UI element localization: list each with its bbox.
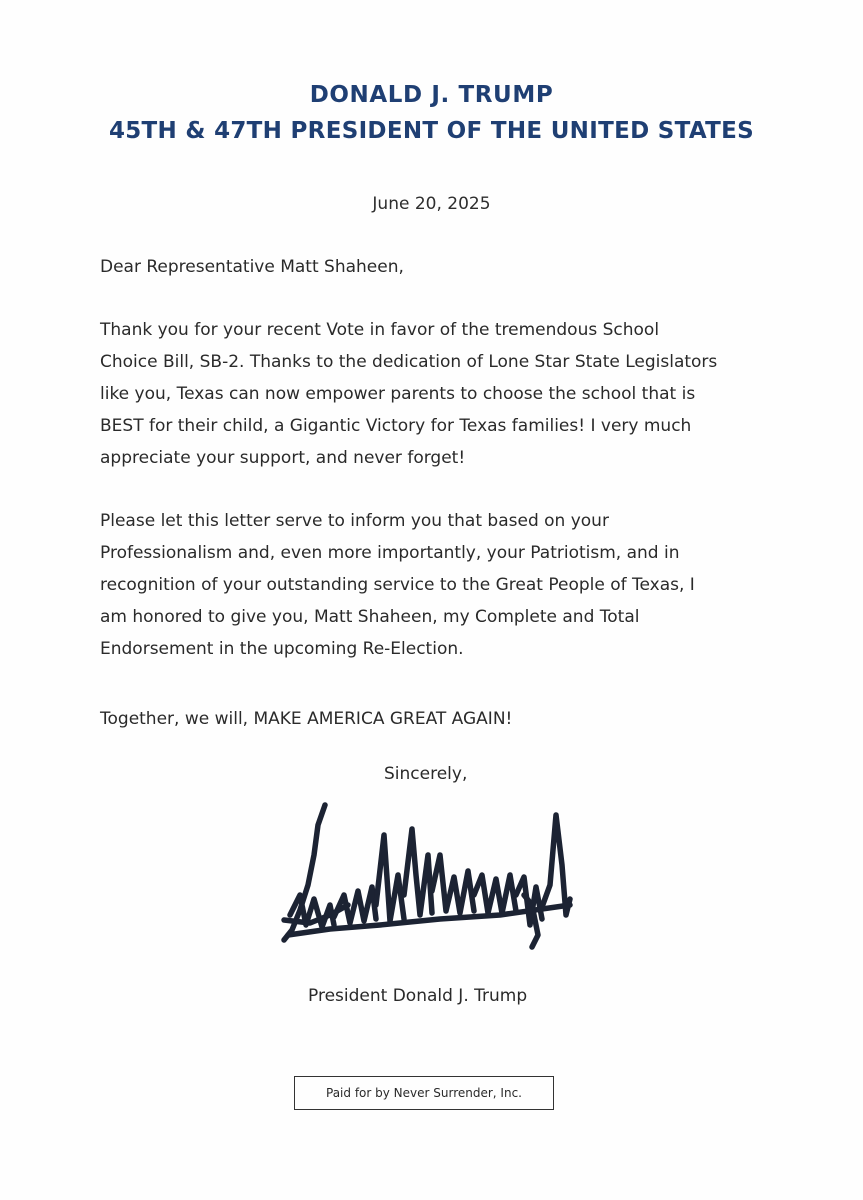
salutation: Dear Representative Matt Shaheen, bbox=[100, 257, 404, 277]
paragraph-1 bbox=[100, 314, 780, 474]
paragraph-line: Endorsement in the upcoming Re-Election. bbox=[100, 639, 464, 659]
paragraph-line: appreciate your support, and never forget! bbox=[100, 448, 466, 468]
paragraph-2 bbox=[100, 505, 780, 665]
paragraph-line: like you, Texas can now empower parents to choose the school that is bbox=[100, 384, 696, 404]
paragraph-line: Professionalism and, even more importantly, your Patriotism, and in bbox=[100, 543, 680, 563]
paragraph-line: recognition of your outstanding service to the Great People of Texas, I bbox=[100, 575, 695, 595]
closing: Sincerely, bbox=[384, 764, 468, 784]
paragraph-line: Thank you for your recent Vote in favor of the tremendous School bbox=[100, 320, 660, 340]
signature-icon bbox=[270, 795, 590, 955]
paragraph-line: Together, we will, MAKE AMERICA GREAT AGAIN! bbox=[100, 709, 513, 729]
letterhead-name: DONALD J. TRUMP bbox=[309, 82, 554, 108]
disclaimer-text: Paid for by Never Surrender, Inc. bbox=[326, 1086, 522, 1100]
letter-date: June 20, 2025 bbox=[372, 194, 491, 214]
paragraph-3 bbox=[100, 703, 780, 735]
paragraph-line: BEST for their child, a Gigantic Victory for Texas families! I very much bbox=[100, 416, 692, 436]
disclaimer-box bbox=[294, 1076, 554, 1110]
letterhead-title: 45TH & 47TH PRESIDENT OF THE UNITED STATES bbox=[108, 118, 755, 144]
paragraph-line: am honored to give you, Matt Shaheen, my Complete and Total bbox=[100, 607, 640, 627]
signer-name: President Donald J. Trump bbox=[308, 986, 528, 1006]
paragraph-line: Choice Bill, SB-2. Thanks to the dedication of Lone Star State Legislators bbox=[100, 352, 718, 372]
paragraph-line: Please let this letter serve to inform you that based on your bbox=[100, 511, 609, 531]
